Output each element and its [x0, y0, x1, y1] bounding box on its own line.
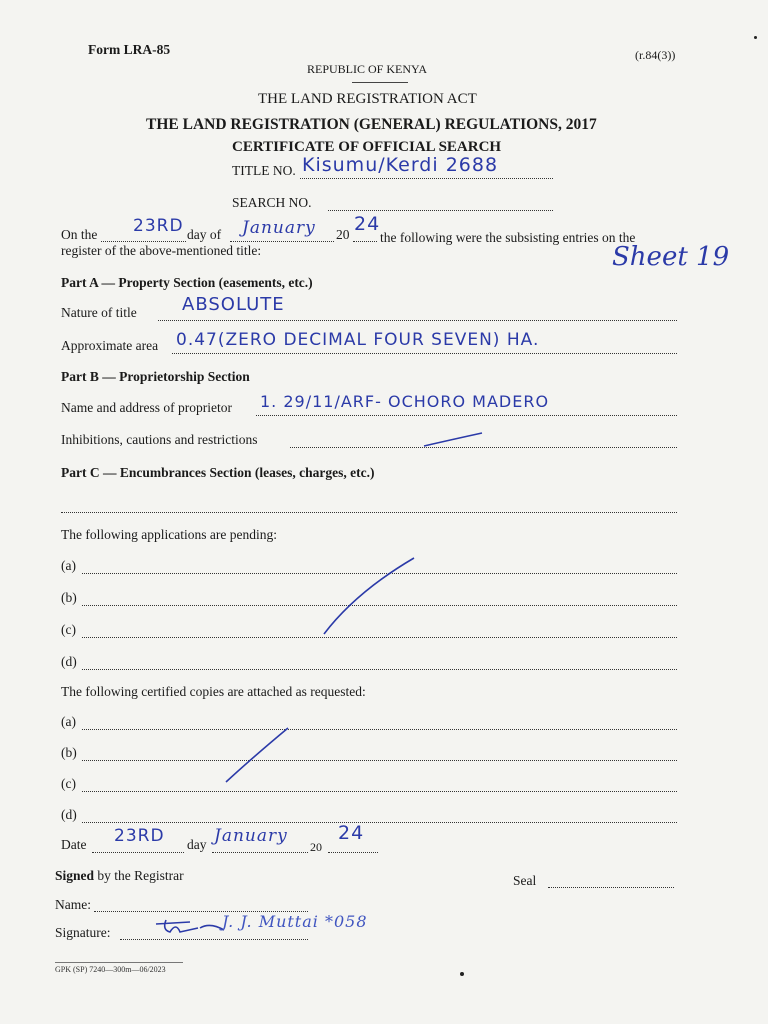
title-no-line: [300, 178, 553, 179]
inhibitions-nil-stroke: [420, 430, 490, 450]
pending-item-d: (d): [61, 654, 77, 669]
search-no-line: [328, 210, 553, 211]
date-month-value: January: [214, 826, 288, 846]
regulations-heading: THE LAND REGISTRATION (GENERAL) REGULATIONS, 2017: [146, 116, 597, 133]
date-year-line: [328, 852, 378, 853]
header-rule: [352, 82, 408, 83]
certified-line-a: [82, 729, 677, 730]
pending-item-a: (a): [61, 558, 76, 573]
date-year-value: 24: [338, 822, 365, 844]
name-label: Name:: [55, 897, 91, 912]
pending-item-b: (b): [61, 590, 77, 605]
pending-item-c: (c): [61, 622, 76, 637]
area-line: [172, 353, 677, 354]
on-day-value: 23RD: [133, 216, 184, 236]
signature-label: Signature:: [55, 925, 111, 940]
signature-scrawl: [150, 916, 230, 938]
form-number: Form LRA-85: [88, 42, 171, 57]
print-code: GPK (SP) 7240—300m—06/2023: [55, 965, 166, 974]
nature-line: [158, 320, 677, 321]
certified-item-a: (a): [61, 714, 76, 729]
pending-line-d: [82, 669, 677, 670]
on-20-label: 20: [336, 227, 350, 242]
area-value: 0.47(ZERO DECIMAL FOUR SEVEN) HA.: [176, 330, 540, 350]
pending-heading: The following applications are pending:: [61, 527, 277, 542]
signed-label: Signed: [55, 868, 95, 883]
title-no-value: Kisumu/Kerdi 2688: [302, 154, 499, 176]
certified-nil-stroke: [222, 724, 294, 786]
pending-nil-stroke: [316, 552, 420, 640]
act-heading: THE LAND REGISTRATION ACT: [258, 91, 477, 107]
part-c-line: [61, 512, 677, 513]
part-b-heading: Part B — Proprietorship Section: [61, 369, 250, 384]
area-label: Approximate area: [61, 338, 159, 353]
date-day-line: [92, 852, 184, 853]
date-label: Date: [61, 837, 87, 852]
on-year-value: 24: [354, 213, 381, 235]
on-year-line: [353, 241, 377, 242]
part-a-heading: Part A — Property Section (easements, etc.): [61, 275, 313, 290]
certified-line-d: [82, 822, 677, 823]
certified-line-c: [82, 791, 677, 792]
date-20-label: 20: [310, 840, 322, 854]
date-day-label: day: [187, 837, 207, 852]
registrar-label: by the Registrar: [94, 868, 184, 883]
sheet-note: Sheet 19: [612, 242, 730, 272]
proprietor-label: Name and address of proprietor: [61, 400, 232, 415]
day-of-label: day of: [187, 227, 222, 242]
proprietor-line: [256, 415, 677, 416]
certified-item-b: (b): [61, 745, 77, 760]
signature-line: [120, 939, 308, 940]
seal-label: Seal: [513, 873, 537, 888]
certified-item-c: (c): [61, 776, 76, 791]
nature-label: Nature of title: [61, 305, 137, 320]
regulation-reference: (r.84(3)): [635, 48, 676, 62]
certified-item-d: (d): [61, 807, 77, 822]
date-day-value: 23RD: [114, 826, 165, 846]
registrar-stamp: J. J. Muttai *058: [222, 912, 368, 931]
proprietor-value: 1. 29/11/ARF- OCHORO MADERO: [260, 392, 550, 411]
on-the-label: On the: [61, 227, 98, 242]
part-c-heading: Part C — Encumbrances Section (leases, charges, etc.): [61, 465, 375, 480]
title-no-label: TITLE NO.: [232, 163, 296, 178]
on-month-value: January: [242, 218, 316, 238]
certificate-heading: CERTIFICATE OF OFFICIAL SEARCH: [232, 139, 502, 155]
date-month-line: [212, 852, 308, 853]
on-day-line: [101, 241, 186, 242]
ink-speck: [460, 972, 464, 976]
footer-rule: [55, 962, 183, 963]
signed-line: [55, 868, 184, 884]
certified-heading: The following certified copies are attached as requested:: [61, 684, 366, 699]
inhibitions-label: Inhibitions, cautions and restrictions: [61, 432, 258, 447]
republic-heading: REPUBLIC OF KENYA: [307, 62, 428, 76]
search-no-label: SEARCH NO.: [232, 195, 312, 210]
on-rest-label-2: register of the above-mentioned title:: [61, 243, 262, 258]
on-month-line: [230, 241, 334, 242]
seal-line: [548, 887, 674, 888]
nature-value: ABSOLUTE: [182, 294, 285, 315]
certified-line-b: [82, 760, 677, 761]
on-rest-label-1: the following were the subsisting entries on the: [380, 230, 636, 245]
ink-speck: [754, 36, 757, 39]
